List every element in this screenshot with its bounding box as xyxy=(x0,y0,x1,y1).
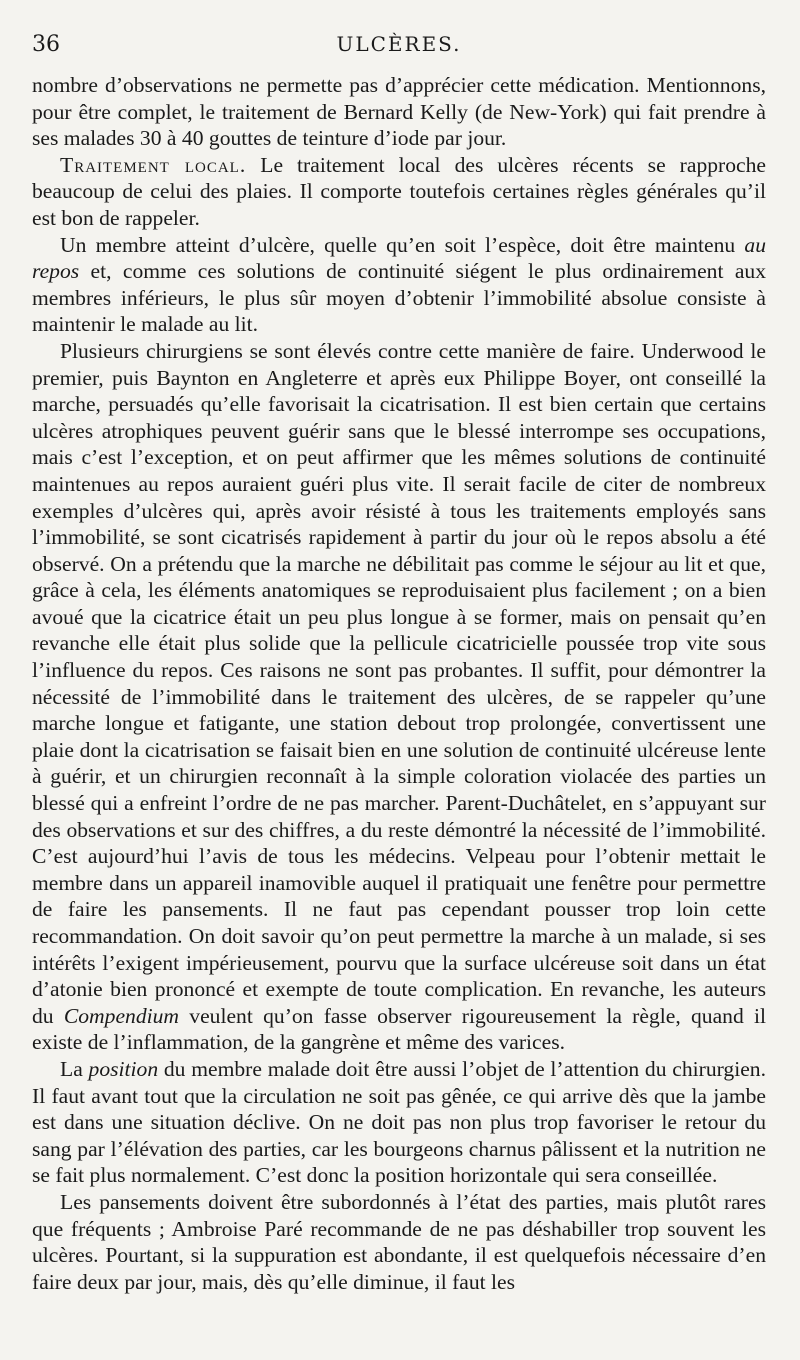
paragraph-1-text: nombre d’observations ne permette pas d’apprécier cette médication. Mentionnons, pour être complet, le traitement de Bernard Kelly (de New-York) qui fait prendre à ses malades 30 à 40 gouttes de teinture d’iode par jour. xyxy=(32,73,766,151)
page-header xyxy=(32,28,766,72)
body-text xyxy=(32,72,766,1295)
paragraph-3-text-a: Un membre atteint d’ulcère, quelle qu’en soit l’espèce, doit être maintenu xyxy=(60,232,745,257)
paragraph-6 xyxy=(32,1189,766,1295)
paragraph-5-text-a: La xyxy=(60,1056,89,1081)
paragraph-5-emphasis: position xyxy=(88,1056,159,1081)
paragraph-1 xyxy=(32,72,766,152)
paragraph-4-emphasis: Compendium xyxy=(63,1003,180,1028)
paragraph-6-text: Les pansements doivent être subordonnés à l’état des parties, mais plutôt rares que fréquents ; Ambroise Paré recommande de ne pas déshabiller trop souvent les ulcères. Pourtant, si la suppuration est abondante, il est quelquefois nécessaire d’en faire deux par jour, mais, dès qu’elle diminue, il faut les xyxy=(32,1189,766,1294)
paragraph-5 xyxy=(32,1056,766,1189)
paragraph-2 xyxy=(32,152,766,232)
section-heading-traitement-local: Traitement local. xyxy=(60,152,247,177)
paragraph-4-text: Plusieurs chirurgiens se sont élevés contre cette manière de faire. Underwood le premier, puis Baynton en Angleterre et après eux Philippe Boyer, ont conseillé la marche, persuadés qu’elle favorisait la cicatrisation. Il est bien certain que certains ulcères atrophiques peuvent guérir sans que le blessé interrompe ses occupations, mais c’est l’exception, et on peut affirmer que les mêmes solutions de continuité maintenues au repos auraient guéri plus vite. Il serait facile de citer de nombreux exemples d’ulcères qui, après avoir résisté à tous les traitements employés sans l’immobilité, se sont cicatrisés rapidement à partir du jour où le repos absolu a été observé. On a prétendu que la marche ne débilitait pas comme le séjour au lit et que, grâce à cela, les éléments anatomiques se reproduisaient plus facilement ; on a bien avoué que la cicatrice était un peu plus longue à se former, mais on pensait qu’en revanche elle était plus solide que la pellicule cicatricielle poussée trop vite sous l’influence du repos. Ces raisons ne sont pas probantes. Il suffit, pour démontrer la nécessité de l’immobilité dans le traitement des ulcères, de se rappeler qu’une marche longue et fatigante, une station debout trop prolongée, convertissent une plaie dont la cicatrisation se faisait bien en une solution de continuité ulcéreuse lente à guérir, et un chirurgien reconnaît à la simple coloration violacée des parties un blessé qui a enfreint l’ordre de ne pas marcher. Parent-Duchâtelet, en s’appuyant sur des observations et sur des chiffres, a du reste démontré la nécessité de l’immobilité. C’est aujourd’hui l’avis de tous les médecins. Velpeau pour l’obtenir mettait le membre dans un appareil inamovible auquel il pratiquait une fenêtre pour permettre de faire les pansements. Il ne faut pas cependant pousser trop loin cette recommandation. On doit savoir qu’on peut permettre la marche à un malade, si ses intérêts l’exigent impérieusement, pourvu que la surface ulcéreuse soit dans un état d’atonie bien prononcé et exempte de toute complication. En revanche, les auteurs du xyxy=(32,338,766,1028)
paragraph-4-text-end: veulent qu’on fasse observer rigoureusement la règle, quand il existe de l’inflammation, de la gangrène et même des varices. xyxy=(32,1003,766,1055)
paragraph-3-text-c: et, comme ces solutions de continuité siégent le plus ordinairement aux membres inférieurs, le plus sûr moyen d’obtenir l’immobilité absolue consiste à maintenir le malade au lit. xyxy=(32,259,766,337)
paragraph-2-text: Le traitement local des ulcères récents se rapproche beaucoup de celui des plaies. Il comporte toutefois certaines règles générales qu’il est bon de rappeler. xyxy=(32,152,766,230)
paragraph-3 xyxy=(32,232,766,338)
page-number: 36 xyxy=(32,32,60,57)
paragraph-3-emphasis: au repos xyxy=(32,232,766,284)
paragraph-5-text-c: du membre malade doit être aussi l’objet de l’attention du chirurgien. Il faut avant tout que la circulation ne soit pas gênée, ce qui arrive dès que la jambe est dans une situation déclive. On ne doit pas non plus trop favoriser le retour du sang par l’élévation des parties, car les bourgeons charnus pâlissent et la nutrition ne se fait plus normalement. C’est donc la position horizontale qui sera conseillée. xyxy=(32,1056,766,1188)
paragraph-4 xyxy=(32,338,766,1056)
running-title: ULCÈRES. xyxy=(336,32,462,56)
